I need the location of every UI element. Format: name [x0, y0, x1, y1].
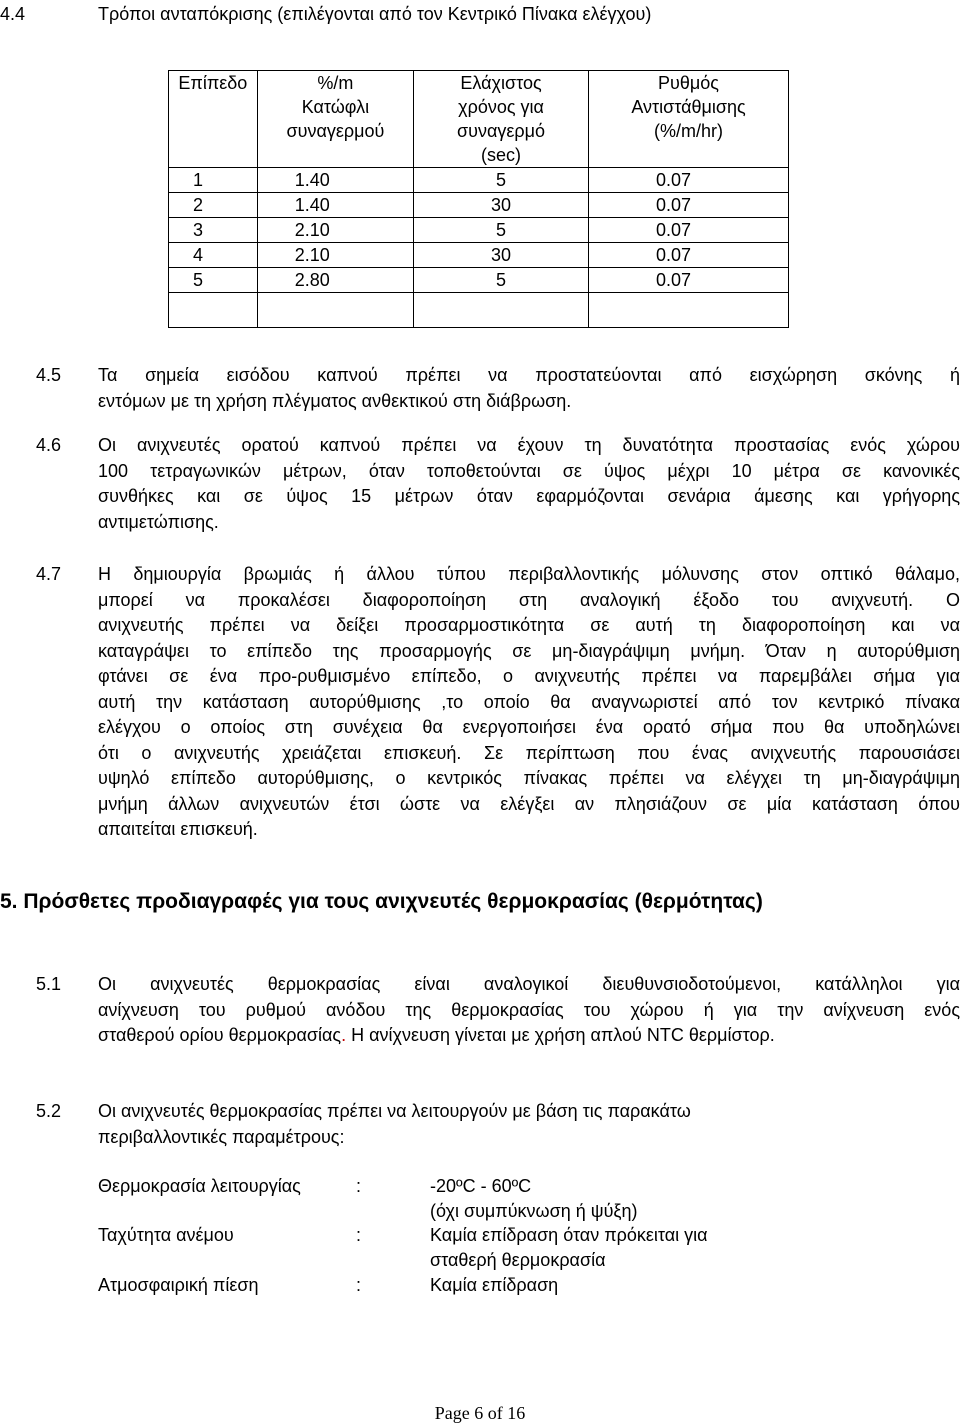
section-4-5-number: 4.5	[36, 365, 62, 385]
header-compensation-rate: Ρυθμός Αντιστάθμισης (%/m/hr)	[589, 71, 789, 168]
section-4-5-paragraph: Τα σημεία εισόδου καπνού πρέπει να προστατεύονται από εισχώρηση σκόνης ή εντόμων με τη χρήση πλέγματος ανθεκτικού στη διάβρωση.	[98, 365, 960, 411]
table-cell: 30	[414, 243, 589, 268]
spec-value: -20ºC - 60ºC (όχι συμπύκνωση ή ψύξη)	[430, 1176, 638, 1221]
table-cell: 5	[169, 268, 258, 293]
table-cell: 0.07	[589, 218, 789, 243]
table-cell: 5	[414, 268, 589, 293]
spec-value: Καμία επίδραση όταν πρόκειται για σταθερή θερμοκρασία	[430, 1225, 708, 1270]
spec-label: Θερμοκρασία λειτουργίας	[98, 1176, 301, 1196]
header-threshold: %/m Κατώφλι συναγερμού	[257, 71, 413, 168]
spec-label: Ταχύτητα ανέμου	[98, 1225, 234, 1245]
section-5-2-paragraph: Οι ανιχνευτές θερμοκρασίας πρέπει να λειτουργούν με βάση τις παρακάτω περιβαλλοντικές παραμέτρους:	[98, 1101, 691, 1147]
table-cell: 0.07	[589, 268, 789, 293]
section-5-1-number: 5.1	[36, 974, 62, 994]
table-row	[169, 168, 789, 193]
section-4-4-title: Τρόποι ανταπόκρισης (επιλέγονται από τον Κεντρικό Πίνακα ελέγχου)	[98, 4, 652, 24]
section-5-2-number: 5.2	[36, 1101, 62, 1121]
spec-colon: :	[356, 1275, 362, 1295]
table-row	[169, 268, 789, 293]
section-5-heading: 5. Πρόσθετες προδιαγραφές για τους ανιχνευτές θερμοκρασίας (θερμότητας)	[0, 890, 763, 913]
table-row	[169, 218, 789, 243]
spec-value: Καμία επίδραση	[430, 1275, 559, 1295]
section-4-4-number: 4.4	[0, 4, 26, 24]
table-cell: 1.40	[257, 193, 413, 218]
page-number: Page 6 of 16	[434, 1403, 526, 1423]
table-row	[169, 193, 789, 218]
table-cell: 5	[414, 218, 589, 243]
table-cell: 2.10	[257, 218, 413, 243]
section-4-7-paragraph: Η δημιουργία βρωμιάς ή άλλου τύπου περιβαλλοντικής μόλυνσης στον οπτικό θάλαμο, μπορεί να προκαλέσει διαφοροποίηση στη αναλογική έξοδο του ανιχνευτή. Ο ανιχνευτής πρέπει να δείξει προσαρμοστικότητα σε αυτή τη διαφοροποίηση και να καταγράψει το επίπεδο της προσαρμογής σε μη-διαγράψιμη μνήμη. Όταν η αυτορύθμιση φτάνει σε ένα προ-ρυθμισμένο επίπεδο, ο ανιχνευτής πρέπει να παρεμβάλει σήμα για αυτή την κατάσταση αυτορύθμισης ,το οποίο θα αναγνωριστεί από τον κεντρικό πίνακα ελέγχου ο οποίος στη συνέχεια θα ενεργοποιήσει ένα ορατό σήμα που θα υποδηλώνει ότι ο ανιχνευτής χρειάζεται επισκευή. Σε περίπτωση που ένας ανιχνευτής παρουσιάσει υψηλό επίπεδο αυτορύθμισης, ο κεντρικός πίνακας πρέπει να ελέγχει τη μη-διαγράψιμη μνήμη άλλων ανιχνευτών έτσι ώστε να ελέγξει αν πλησιάζουν σε μία κατάσταση όπου απαιτείται επισκευή.	[98, 564, 960, 839]
spec-colon: :	[356, 1176, 362, 1196]
header-min-time: Ελάχιστος χρόνος για συναγερμό (sec)	[414, 71, 589, 168]
table-cell: 4	[169, 243, 258, 268]
table-row-empty	[169, 293, 789, 328]
table-cell: 5	[414, 168, 589, 193]
section-4-7-number: 4.7	[36, 564, 62, 584]
table-cell: 30	[414, 193, 589, 218]
section-4-6-number: 4.6	[36, 435, 62, 455]
spec-label: Ατμοσφαιρική πίεση	[98, 1275, 259, 1295]
table-cell: 0.07	[589, 243, 789, 268]
table-cell: 2	[169, 193, 258, 218]
header-level: Επίπεδο	[169, 71, 258, 168]
table-header-row	[169, 71, 789, 168]
section-4-6-paragraph: Οι ανιχνευτές ορατού καπνού πρέπει να έχουν τη δυνατότητα προστασίας ενός χώρου 100 τετραγωνικών μέτρων, όταν τοποθετούνται σε ύψος μέχρι 10 μέτρα σε κανονικές συνθήκες και σε ύψος 15 μέτρων όταν εφαρμόζονται σενάρια άμεσης και γρήγορης αντιμετώπισης.	[98, 435, 960, 532]
table-cell: 1	[169, 168, 258, 193]
table-cell: 2.10	[257, 243, 413, 268]
response-levels-table	[168, 70, 789, 328]
table-cell: 0.07	[589, 168, 789, 193]
table-cell: 3	[169, 218, 258, 243]
table-cell: 2.80	[257, 268, 413, 293]
table-cell: 0.07	[589, 193, 789, 218]
table-cell: 1.40	[257, 168, 413, 193]
table-row	[169, 243, 789, 268]
spec-colon: :	[356, 1225, 362, 1245]
section-5-1-paragraph: Οι ανιχνευτές θερμοκρασίας είναι αναλογικοί διευθυνσιοδοτούμενοι, κατάλληλοι για ανίχνευση του ρυθμού ανόδου της θερμοκρασίας του χώρου ή για την ανίχνευση ενός σταθερού ορίου θερμοκρασίας. Η ανίχνευση γίνεται με χρήση απλού NTC θερμίστορ.	[98, 974, 960, 1045]
